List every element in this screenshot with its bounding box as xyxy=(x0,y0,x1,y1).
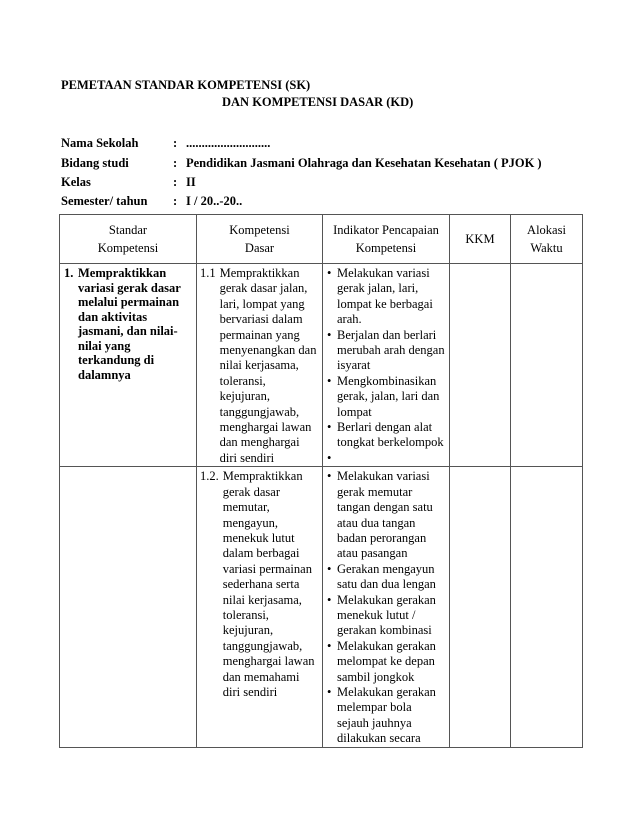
meta-value: ........................... xyxy=(186,136,271,150)
document-title-line2: DAN KOMPETENSI DASAR (KD) xyxy=(222,95,414,109)
meta-colon: : xyxy=(173,175,178,189)
indikator-text: Melakukan gerakan melompat ke depan sambil jongkok xyxy=(337,638,436,684)
bullet-icon: • xyxy=(327,420,332,435)
indikator-item xyxy=(327,562,446,593)
kd-cell xyxy=(197,467,323,747)
indikator-item xyxy=(327,328,446,374)
meta-value: Pendidikan Jasmani Olahraga dan Kesehatan Kesehatan ( PJOK ) xyxy=(186,156,542,170)
kd-cell xyxy=(197,264,323,467)
bullet-icon: • xyxy=(327,638,332,653)
indikator-text: Gerakan mengayun satu dan dua lengan xyxy=(337,561,436,592)
meta-label: Bidang studi xyxy=(61,156,129,170)
indikator-item xyxy=(327,420,446,451)
meta-label: Nama Sekolah xyxy=(61,136,139,150)
sk-text: Mempraktikkan variasi gerak dasar melalui permainan dan aktivitas jasmani, dan nilai-nilai yang terkandung di dalamnya xyxy=(78,266,181,382)
bullet-icon: • xyxy=(327,684,332,699)
alokasi-cell xyxy=(511,264,583,467)
meta-colon: : xyxy=(173,194,178,208)
kd-number: 1.1 xyxy=(200,266,216,280)
meta-colon: : xyxy=(173,156,178,170)
indikator-text: Melakukan gerakan menekuk lutut / gerakan kombinasi xyxy=(337,592,436,638)
bullet-icon: • xyxy=(327,450,332,465)
bullet-icon: • xyxy=(327,373,332,388)
header-standar-kompetensi: Standar Kompetensi xyxy=(60,215,197,264)
bullet-icon: • xyxy=(327,469,332,484)
indikator-text: Melakukan variasi gerak jalan, lari, lompat ke berbagai arah. xyxy=(337,266,433,327)
sk-cell xyxy=(60,467,197,747)
indikator-text: Berjalan dan berlari merubah arah dengan isyarat xyxy=(337,327,445,373)
kd-text: Mempraktikkan gerak dasar jalan, lari, lompat yang bervariasi dalam permainan yang menyenangkan dan nilai kerjasama, toleransi, kejujuran, tanggungjawab, menghargai lawan dan menghargai diri sendiri xyxy=(219,266,317,465)
indikator-item xyxy=(327,469,446,561)
indikator-item xyxy=(327,451,446,466)
bullet-icon: • xyxy=(327,327,332,342)
indikator-list xyxy=(323,264,449,466)
indikator-text: Berlari dengan alat tongkat berkelompok xyxy=(337,420,444,450)
indikator-text: Melakukan variasi gerak memutar tangan dengan satu atau dua tangan badan perorangan atau pasangan xyxy=(337,469,433,561)
header-kkm: KKM xyxy=(450,215,511,264)
meta-colon: : xyxy=(173,136,178,150)
meta-label: Semester/ tahun xyxy=(61,194,148,208)
bullet-icon: • xyxy=(327,266,332,280)
header-alokasi-waktu: Alokasi Waktu xyxy=(511,215,583,264)
indikator-item xyxy=(327,266,446,328)
kkm-cell xyxy=(450,264,511,467)
kd-number: 1.2. xyxy=(200,469,219,484)
kd-text: Mempraktikkan gerak dasar memutar, mengayun, menekuk lutut dalam berbagai variasi permainan sederhana serta nilai kerjasama, toleransi, kejujuran, tanggungjawab, menghargai lawan dan memahami diri sendiri xyxy=(222,469,315,699)
alokasi-cell xyxy=(511,467,583,747)
bullet-icon: • xyxy=(327,592,332,607)
indikator-item xyxy=(327,374,446,420)
meta-value: II xyxy=(186,175,196,189)
indikator-cell xyxy=(323,264,450,467)
bullet-icon: • xyxy=(327,561,332,576)
document-title-line1: PEMETAAN STANDAR KOMPETENSI (SK) xyxy=(61,78,311,92)
kkm-cell xyxy=(450,467,511,747)
competency-table xyxy=(59,214,583,748)
header-kompetensi-dasar: Kompetensi Dasar xyxy=(197,215,323,264)
sk-number: 1. xyxy=(64,266,74,280)
header-indikator: Indikator Pencapaian Kompetensi xyxy=(323,215,450,264)
table-header-row xyxy=(60,215,583,264)
indikator-list xyxy=(323,467,449,746)
indikator-text: Mengkombinasikan gerak, jalan, lari dan lompat xyxy=(337,373,440,419)
table-row xyxy=(60,264,583,467)
indikator-item xyxy=(327,593,446,639)
indikator-item xyxy=(327,685,446,747)
indikator-cell xyxy=(323,467,450,747)
meta-label: Kelas xyxy=(61,175,91,189)
sk-cell xyxy=(60,264,197,467)
table-row xyxy=(60,467,583,747)
meta-value: I / 20..-20.. xyxy=(186,194,243,208)
indikator-item xyxy=(327,639,446,685)
indikator-text: Melakukan gerakan melempar bola sejauh jauhnya dilakukan secara xyxy=(337,684,436,746)
